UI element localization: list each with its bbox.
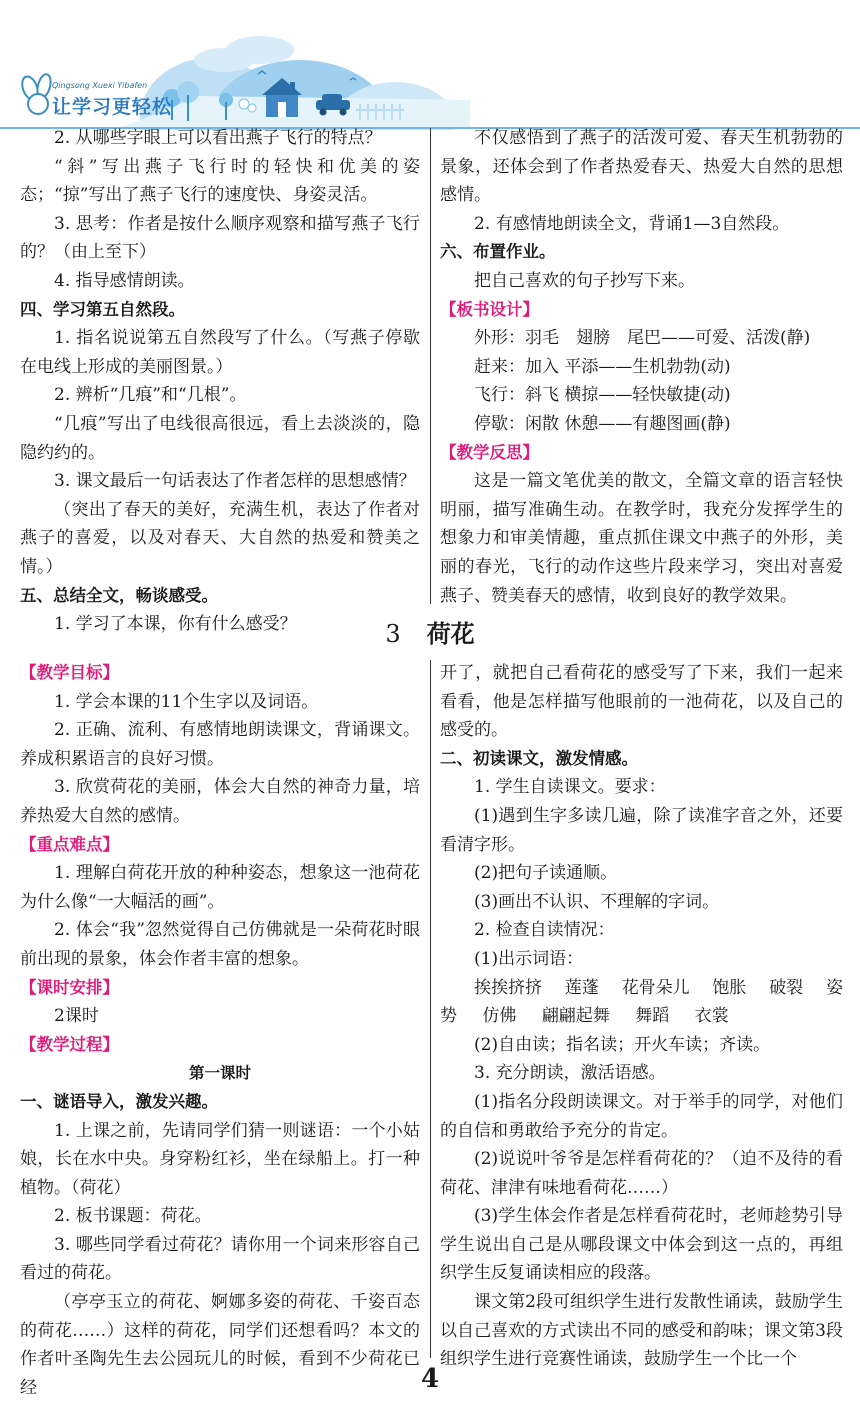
paragraph: 2. 有感情地朗读全文，背诵1—3自然段。 [474,213,790,234]
tag-key-points: 【重点难点】 [20,834,119,854]
board-line: 赶来：加入 平添——生机勃勃(动) [474,356,731,377]
word: 破裂 [769,977,804,998]
paragraph: 3. 充分朗读，激活语感。 [474,1063,666,1084]
column-divider-bottom [430,660,431,1358]
paragraph: 2. 辨析“几痕”和“几根”。 [54,385,247,406]
paragraph: 3. 思考：作者是按什么顺序观察和描写燕子飞行的？（由上至下） [20,213,420,263]
paragraph: 1. 指名说说第五自然段写了什么。（写燕子停歇在电线上形成的美丽图景。） [20,328,420,377]
paragraph: 2课时 [54,1006,99,1027]
paragraph: (1)出示词语： [474,948,584,969]
paragraph: 1. 学生自读课文。要求： [474,777,666,798]
section-heading: 五、总结全文，畅谈感受。 [20,585,218,605]
paragraph: 3. 欣赏荷花的美丽，体会大自然的神奇力量，培养热爱大自然的感情。 [20,777,420,826]
word: 衣裳 [694,1006,729,1027]
word-list-row-1 [440,974,843,1003]
paragraph: （亭亭玉立的荷花、婀娜多姿的荷花、千姿百态的荷花……）这样的荷花，同学们还想看吗？本文的作者叶圣陶先生去公园玩儿的时候，看到不少荷花已经 [20,1292,420,1398]
paragraph: “几痕”写出了电线很高很远，看上去淡淡的，隐隐约约的。 [20,413,420,463]
bottom-right-column [440,659,843,1374]
paragraph: (1)遇到生字多读几遍，除了读准字音之外，还要看清字形。 [440,805,843,855]
paragraph: (2)把句子读通顺。 [474,863,618,884]
word: 饱胀 [712,977,747,998]
paragraph: 课文第2段可组织学生进行发散性诵读，鼓励学生以自己喜欢的方式读出不同的感受和韵味；课文第3段组织学生进行竞赛性诵读，鼓励学生一个比一个 [440,1292,843,1370]
paragraph: （突出了春天的美好，充满生机，表达了作者对燕子的喜爱，以及对春天、大自然的热爱和赞美之情。） [20,499,420,577]
brand-pinyin: Qingsong Xuexi Yibafen [52,81,148,90]
lesson-name: 荷花 [426,620,475,648]
word: 姿 [825,977,843,998]
paragraph: 1. 理解白荷花开放的种种姿态，想象这一池荷花为什么像“一大幅活的画”。 [20,863,420,912]
word: 舞蹈 [635,1006,670,1027]
paragraph: 2. 板书课题：荷花。 [54,1206,212,1227]
paragraph: 1. 学会本课的11个生字以及词语。 [54,691,319,712]
column-divider-top [430,128,431,604]
word: 挨挨挤挤 [474,977,542,998]
paragraph: 开了，就把自己看荷花的感受写了下来，我们一起来看看，他是怎样描写他眼前的一池荷花，以及自己的感受的。 [440,663,843,741]
paragraph: (2)说说叶爷爷是怎样看荷花的？（迫不及待的看荷花、津津有味地看荷花……） [440,1149,843,1198]
paragraph: (3)画出不认识、不理解的字词。 [474,891,720,912]
header-banner [0,0,860,130]
paragraph: (1)指名分段朗读课文。对于举手的同学，对他们的自信和勇敢给予充分的肯定。 [440,1091,843,1141]
tag-board-design: 【板书设计】 [440,299,539,319]
paragraph: (3)学生体会作者是怎样看荷花时，老师趁势引导学生说出自己是从哪段课文中体会到这一点的，再组织学生反复诵读相应的段落。 [440,1206,843,1284]
tag-process: 【教学过程】 [20,1034,119,1054]
section-heading: 一、谜语导入，激发兴趣。 [20,1091,218,1111]
lesson-number: 3 [385,620,401,648]
board-line: 停歇：闲散 休憩——有趣图画(静) [474,413,731,434]
paragraph: 不仅感悟到了燕子的活泼可爱、春天生机勃勃的景象，还体会到了作者热爱春天、热爱大自然的思想感情。 [440,128,843,206]
word: 莲蓬 [564,977,599,998]
paragraph: 这是一篇文笔优美的散文，全篇文章的语言轻快明丽，描写准确生动。在教学时，我充分发挥学生的想象力和审美情趣，重点抓住课文中燕子的外形，美丽的春光，飞行的动作这些片段来学习，突出对喜爱燕子、赞美春天的感情，收到良好的教学效果。 [440,471,843,606]
paragraph: 把自己喜欢的句子抄写下来。 [474,270,695,291]
paragraph: 2. 从哪些字眼上可以看出燕子飞行的特点？ [54,128,382,148]
tag-teaching-goals: 【教学目标】 [20,663,119,682]
paragraph: 2. 检查自读情况： [474,920,615,941]
section-heading: 六、布置作业。 [440,242,556,262]
board-line: 飞行：斜飞 横掠——轻快敏捷(动) [474,385,731,406]
period-heading: 第一课时 [188,1064,251,1083]
lesson-title [0,614,860,649]
word: 翩翩起舞 [541,1006,610,1027]
paragraph: 1. 学习了本课，你有什么感受？ [54,614,297,635]
top-right-column [440,124,843,610]
paragraph: 2. 体会“我”忽然觉得自己仿佛就是一朵荷花时眼前出现的景象，体会作者丰富的想象。 [20,920,420,969]
word: 仿佛 [482,1006,517,1027]
tag-teaching-reflection: 【教学反思】 [440,442,539,462]
paragraph: 1. 上课之前，先请同学们猜一则谜语：一个小姑娘，长在水中央。身穿粉红衫，坐在绿船上。打一种植物。（荷花） [20,1120,420,1198]
tag-schedule: 【课时安排】 [20,977,119,997]
section-heading: 四、学习第五自然段。 [20,299,185,319]
paragraph: “斜”写出燕子飞行时的轻快和优美的姿态；“掠”写出了燕子飞行的速度快、身姿灵活。 [20,156,420,206]
board-line: 外形：羽毛 翅膀 尾巴——可爱、活泼(静) [474,328,811,349]
bottom-left-column [20,659,420,1402]
word: 花骨朵儿 [621,977,690,998]
word: 势 [440,1006,457,1027]
section-heading: 二、初读课文，激发情感。 [440,748,638,768]
paragraph: 4. 指导感情朗读。 [54,270,195,291]
paragraph: 3. 课文最后一句话表达了作者怎样的思想感情？ [54,471,416,492]
page-number: 4 [420,1364,440,1394]
paragraph: (2)自由读；指名读；开火车读；齐读。 [474,1034,771,1055]
brand-logo-text: 让学习更轻松 [52,96,173,118]
top-left-column [20,124,420,639]
paragraph: 3. 哪些同学看过荷花？请你用一个词来形容自己看过的荷花。 [20,1234,420,1284]
word-list-row-2 [440,1002,843,1031]
paragraph: 2. 正确、流利、有感情地朗读课文，背诵课文。养成积累语言的良好习惯。 [20,720,420,769]
